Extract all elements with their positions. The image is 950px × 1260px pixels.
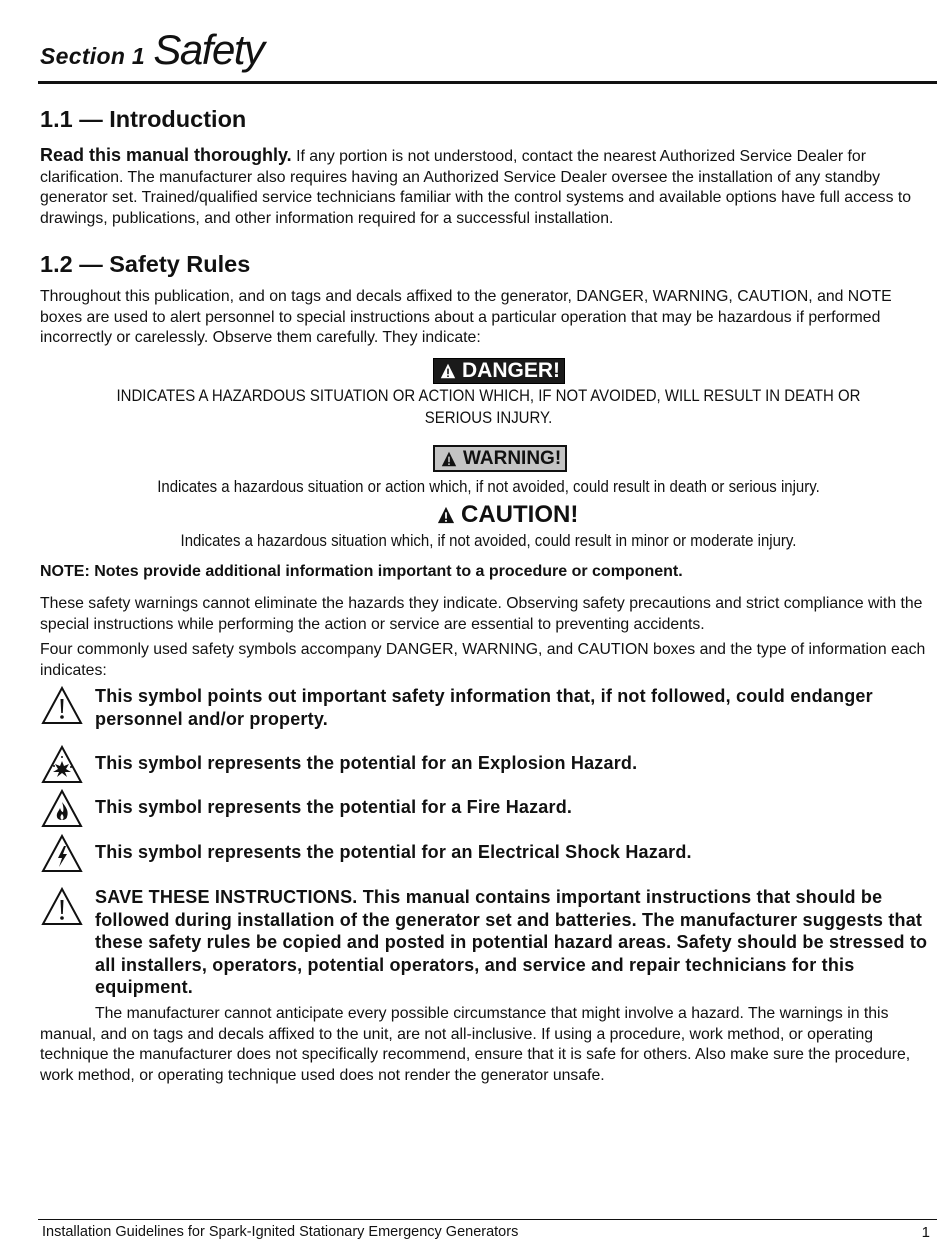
warning-text: Indicates a hazardous situation or action which, if not avoided, could result in death or serious injury. [157, 477, 820, 496]
symbol-row [40, 788, 937, 830]
symbol-row [40, 833, 937, 875]
caution-text: Indicates a hazardous situation which, if not avoided, could result in minor or moderate injury. [180, 531, 797, 550]
header-rule [38, 81, 937, 84]
symbol-text: This symbol points out important safety information that, if not followed, could endanger personnel and/or property. [95, 686, 873, 729]
intro-heading: 1.1 — Introduction [40, 106, 247, 132]
caution-label: CAUTION! [461, 501, 579, 528]
symbols-intro-paragraph: Four commonly used safety symbols accompany DANGER, WARNING, and CAUTION boxes and the type of information each indicates: [40, 641, 926, 679]
symbol-text: This symbol represents the potential for a Fire Hazard. [95, 797, 573, 817]
footer-rule [38, 1219, 937, 1220]
explosion-hazard-icon [40, 744, 84, 786]
symbol-row [40, 744, 937, 786]
warning-label: WARNING! [463, 447, 562, 469]
note-text: NOTE: Notes provide additional information important to a procedure or component. [40, 563, 683, 580]
warning-triangle-icon [441, 451, 457, 467]
final-paragraph: The manufacturer cannot anticipate every possible circumstance that might involve a hazard. The warnings in this manual, and on tags and decals affixed to the unit, are not all-inclusive. If using a procedure, work method, or operating technique the manufacturer does not specifically recommend, ensure that it is safe for others. Also make sure the procedure, work method, or operating technique used does not render the generator unsafe. [40, 1005, 911, 1084]
section-header [40, 26, 264, 74]
footer-title: Installation Guidelines for Spark-Ignited Stationary Emergency Generators [42, 1224, 519, 1240]
warning-badge [433, 445, 567, 472]
warnings-paragraph: These safety warnings cannot eliminate the hazards they indicate. Observing safety precautions and strict compliance with the special instructions while performing the action or service are essential to preventing accidents. [40, 595, 923, 633]
intro-body: If any portion is not understood, contact the nearest Authorized Service Dealer for clarification. The manufacturer also requires having an Authorized Service Dealer oversee the installation of any standby generator set. Trained/qualified service technicians familiar with the control systems and available options have full access to drawings, publications, and other information required for a successful installation. [40, 148, 912, 227]
warning-triangle-icon [440, 363, 456, 379]
symbol-text: This symbol represents the potential for an Electrical Shock Hazard. [95, 842, 692, 862]
fire-hazard-icon [40, 788, 84, 830]
danger-badge [433, 358, 565, 384]
symbol-text: SAVE THESE INSTRUCTIONS. This manual contains important instructions that should be followed during installation of the generator set and batteries. The manufacturer suggests that these safety rules be copied and posted in potential hazard areas. Safety should be stressed to all installers, operators, potential operators, and service and repair technicians for this equipment. [95, 887, 928, 997]
general-hazard-icon [40, 886, 84, 928]
general-hazard-icon [40, 685, 84, 727]
symbol-row [40, 886, 937, 999]
danger-text: INDICATES A HAZARDOUS SITUATION OR ACTION WHICH, IF NOT AVOIDED, WILL RESULT IN DEATH OR SERIOUS INJURY. [116, 386, 861, 427]
section-title: Safety [153, 26, 264, 73]
intro-paragraph [40, 145, 937, 229]
electrical-shock-hazard-icon [40, 833, 84, 875]
page-number: 1 [921, 1224, 930, 1241]
rules-heading: 1.2 — Safety Rules [40, 251, 251, 277]
section-label: Section 1 [40, 43, 145, 69]
symbol-text: This symbol represents the potential for an Explosion Hazard. [95, 753, 638, 773]
warning-triangle-icon [437, 506, 455, 524]
rules-paragraph: Throughout this publication, and on tags and decals affixed to the generator, DANGER, WARNING, CAUTION, and NOTE boxes are used to alert personnel to special instructions about a particular operation that may be hazardous if performed incorrectly or carelessly. Observe them carefully. They indicate: [40, 288, 892, 346]
caution-badge [437, 501, 578, 529]
intro-lead: Read this manual thoroughly. [40, 145, 292, 165]
danger-label: DANGER! [462, 359, 560, 382]
symbol-row [40, 685, 937, 730]
